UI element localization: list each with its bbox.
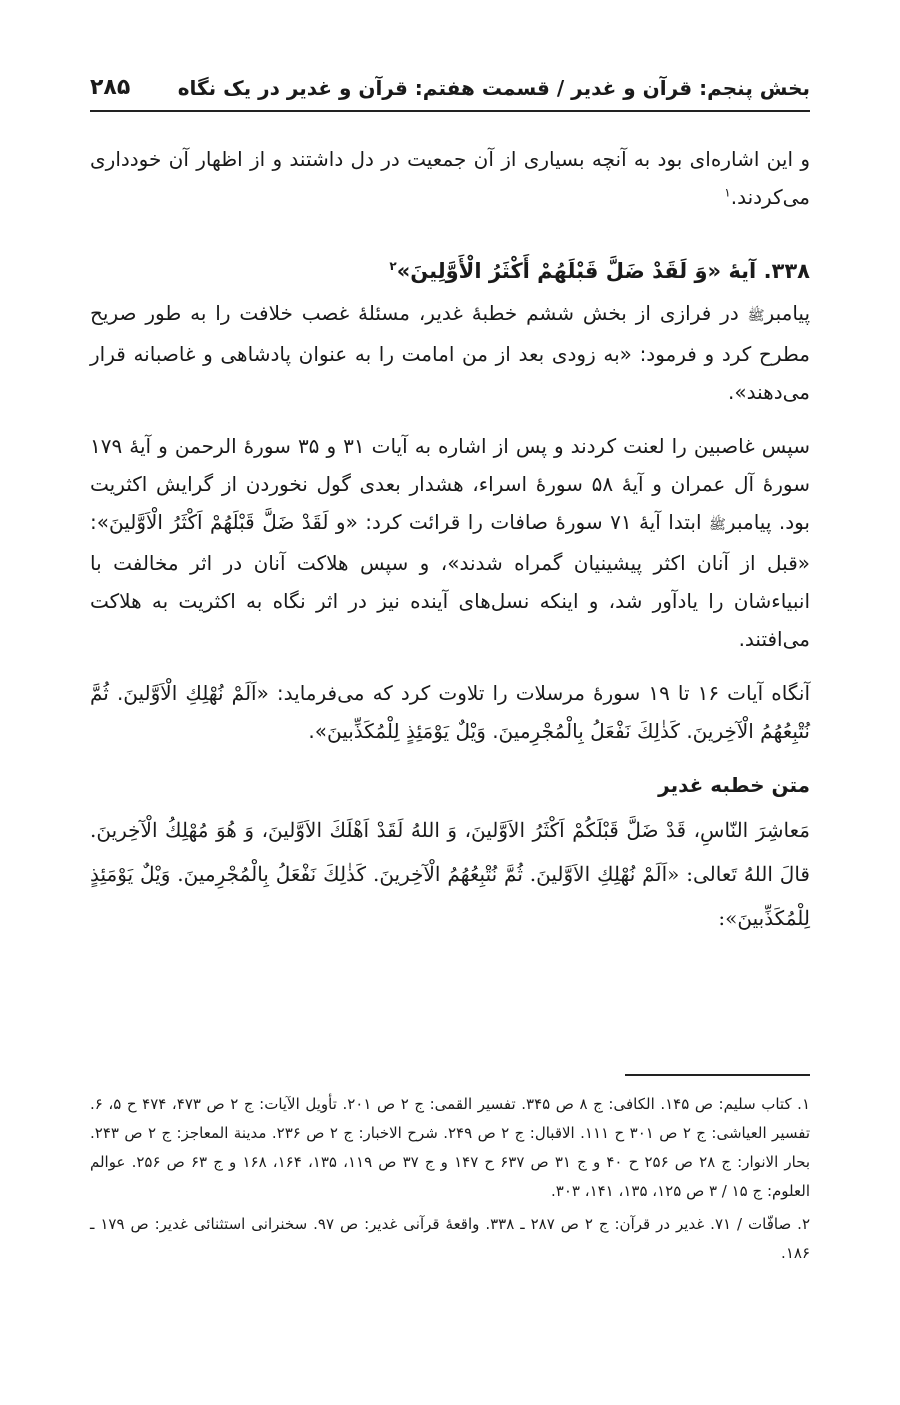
verse-heading-text: ۳۳۸. آیهٔ «وَ لَقَدْ ضَلَّ قَبْلَهُمْ أَكْثَرُ الْأَوَّلِينَ»	[396, 259, 810, 283]
page-header	[90, 62, 810, 112]
paragraph-2	[90, 427, 810, 658]
paragraph-1	[90, 294, 810, 411]
footnote-separator	[625, 1074, 810, 1076]
footnote-ref-2: ۲	[389, 259, 397, 273]
intro-text: و این اشاره‌ای بود به آنچه بسیاری از آن جمعیت در دل داشتند و از اظهار آن خودداری می‌کردند.	[90, 147, 810, 209]
verse-heading	[90, 252, 810, 290]
sermon-arabic-text: مَعاشِرَ النّاسِ، قَدْ ضَلَّ قَبْلَكُمْ اَكْثَرُ الاَوَّلينَ، وَ اللهُ لَقَدْ اَهْلَكَ الاَوَّلينَ، وَ هُوَ مُهْلِكُ الْآخِرينَ. قالَ اللهُ تَعالى: «اَلَمْ نُهْلِكِ الاَوَّلينَ. ثُمَّ نُتْبِعُهُمُ الْآخِرينَ. كَذٰلِكَ نَفْعَلُ بِالْمُجْرِمينَ. وَيْلٌ يَوْمَئِذٍ لِلْمُكَذِّبينَ»:	[90, 818, 810, 930]
salawat-symbol: ﷺ	[747, 308, 765, 324]
footnotes	[90, 1090, 810, 1272]
paragraph-2-start: سپس غاصبین را لعنت کردند و پس از اشاره به آیات ۳۱ و ۳۵ سورهٔ الرحمن و آیهٔ ۱۷۹ سورهٔ آل عمران و آیهٔ ۵۸ سورهٔ اسراء، هشدار بعدی گول نخوردن از گرایش اکثریت بود. پیامبر	[90, 434, 811, 534]
running-title: بخش پنجم: قرآن و غدیر / قسمت هفتم: قرآن و غدیر در یک نگاه	[177, 76, 810, 100]
paragraph-1-rest: در فرازی از بخش ششم خطبهٔ غدیر، مسئلهٔ غصب خلافت را به طور صریح مطرح کرد و فرمود: «به زودی بعد از من امامت را به عنوان پادشاهی و غاصبانه قرار می‌دهند».	[90, 301, 810, 404]
paragraph-1-start: پیامبر	[764, 301, 811, 325]
footnote-1: ۱. کتاب سلیم: ص ۱۴۵. الکافی: ج ۸ ص ۳۴۵. تفسیر القمی: ج ۲ ص ۲۰۱. تأویل الآیات: ج ۲ ص ۴۷۳، ۴۷۴ ح ۵، ۶. تفسیر العیاشی: ج ۲ ص ۳۰۱ ح ۱۱۱. الاقبال: ج ۲ ص ۲۴۹. شرح الاخبار: ج ۲ ص ۲۳۶. مدینة المعاجز: ج ۲ ص ۲۴۳. بحار الانوار: ج ۲۸ ص ۲۵۶ ح ۴۰ و ج ۳۱ ص ۶۳۷ ح ۱۴۷ و ج ۳۷ ص ۱۱۹، ۱۳۵، ۱۶۴، ۱۶۸ و ج ۶۳ ص ۲۵۶. عوالم العلوم: ج ۱۵ / ۳ ص ۱۲۵، ۱۳۵، ۱۴۱، ۳۰۳.	[90, 1095, 811, 1200]
footnote-ref-1: ۱	[724, 185, 731, 200]
paragraph-3: آنگاه آیات ۱۶ تا ۱۹ سورهٔ مرسلات را تلاوت کرد که می‌فرماید: «اَلَمْ نُهْلِكِ الْاَوَّلينَ. ثُمَّ نُتْبِعُهُمُ الْآخِرينَ. كَذٰلِكَ نَفْعَلُ بِالْمُجْرِمينَ. وَيْلٌ يَوْمَئِذٍ لِلْمُكَذِّبينَ».	[90, 681, 811, 743]
page-number: ۲۸۵	[90, 75, 131, 100]
intro-paragraph	[90, 140, 810, 216]
footnote-2: ۲. صافّات / ۷۱. غدیر در قرآن: ج ۲ ص ۲۸۷ ـ ۳۳۸. واقعهٔ قرآنی غدیر: ص ۹۷. سخنرانی استثنائی غدیر: ص ۱۷۹ ـ ۱۸۶.	[90, 1215, 810, 1262]
page-content	[90, 140, 810, 940]
salawat-symbol-2: ﷺ	[708, 517, 726, 533]
paragraph-2-rest: ابتدا آیهٔ ۷۱ سورهٔ صافات را قرائت کرد: «و لَقَدْ ضَلَّ قَبْلَهُمْ اَكْثَرُ الْاَوَّلينَ»: «قبل از آنان اکثر پیشینیان گمراه شدند»، و سپس هلاکت آنان در اثر مخالفت با انبیاءشان را یادآور شد، و اینکه نسل‌های آینده نیز در اثر نگاه به اکثریت به هلاکت می‌افتند.	[90, 510, 810, 651]
section-heading: متن خطبه غدیر	[658, 773, 810, 797]
